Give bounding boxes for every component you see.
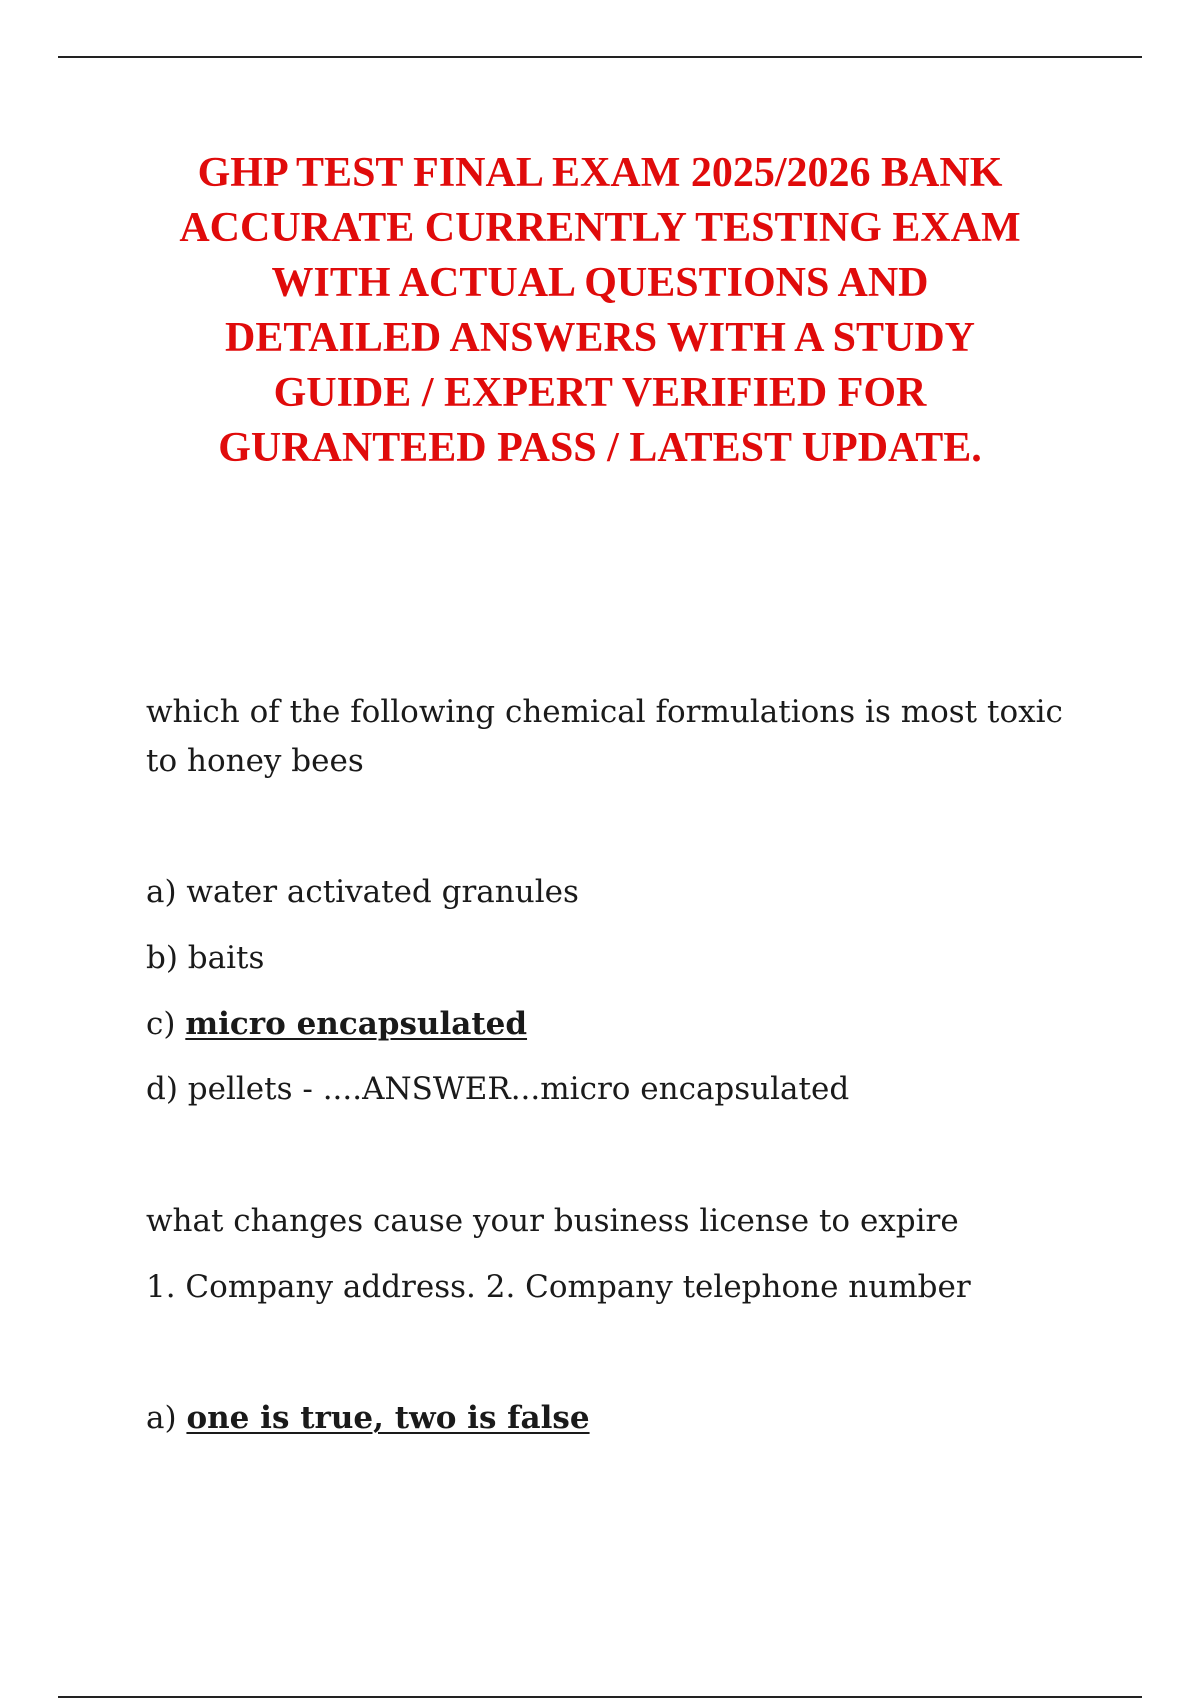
question-1-text-line-1: which of the following chemical formulations is most toxic (146, 694, 1063, 730)
title-line: GURANTEED PASS / LATEST UPDATE. (218, 425, 982, 471)
question-1-option-a: a) water activated granules (146, 874, 579, 910)
option-prefix: a) (146, 1400, 187, 1436)
title-line: DETAILED ANSWERS WITH A STUDY (224, 315, 975, 361)
question-2-statements: 1. Company address. 2. Company telephone number (146, 1269, 971, 1305)
document-title (60, 146, 1140, 476)
question-1-option-b: b) baits (146, 940, 265, 976)
bottom-rule (58, 1696, 1142, 1698)
correct-answer: one is true, two is false (186, 1400, 590, 1436)
title-line: ACCURATE CURRENTLY TESTING EXAM (179, 205, 1021, 251)
option-prefix: c) (146, 1006, 186, 1042)
title-line: GUIDE / EXPERT VERIFIED FOR (273, 370, 927, 416)
question-2-text: what changes cause your business license to expire (146, 1203, 959, 1239)
title-line: WITH ACTUAL QUESTIONS AND (271, 260, 929, 306)
question-1-option-d: d) pellets - ....ANSWER...micro encapsulated (146, 1071, 850, 1107)
title-line: GHP TEST FINAL EXAM 2025/2026 BANK (197, 150, 1003, 196)
question-1-text-line-2: to honey bees (146, 743, 364, 779)
correct-answer: micro encapsulated (185, 1006, 528, 1042)
question-2-option-a (146, 1400, 1106, 1436)
top-rule (58, 56, 1142, 58)
question-1-option-c (146, 1006, 1106, 1042)
